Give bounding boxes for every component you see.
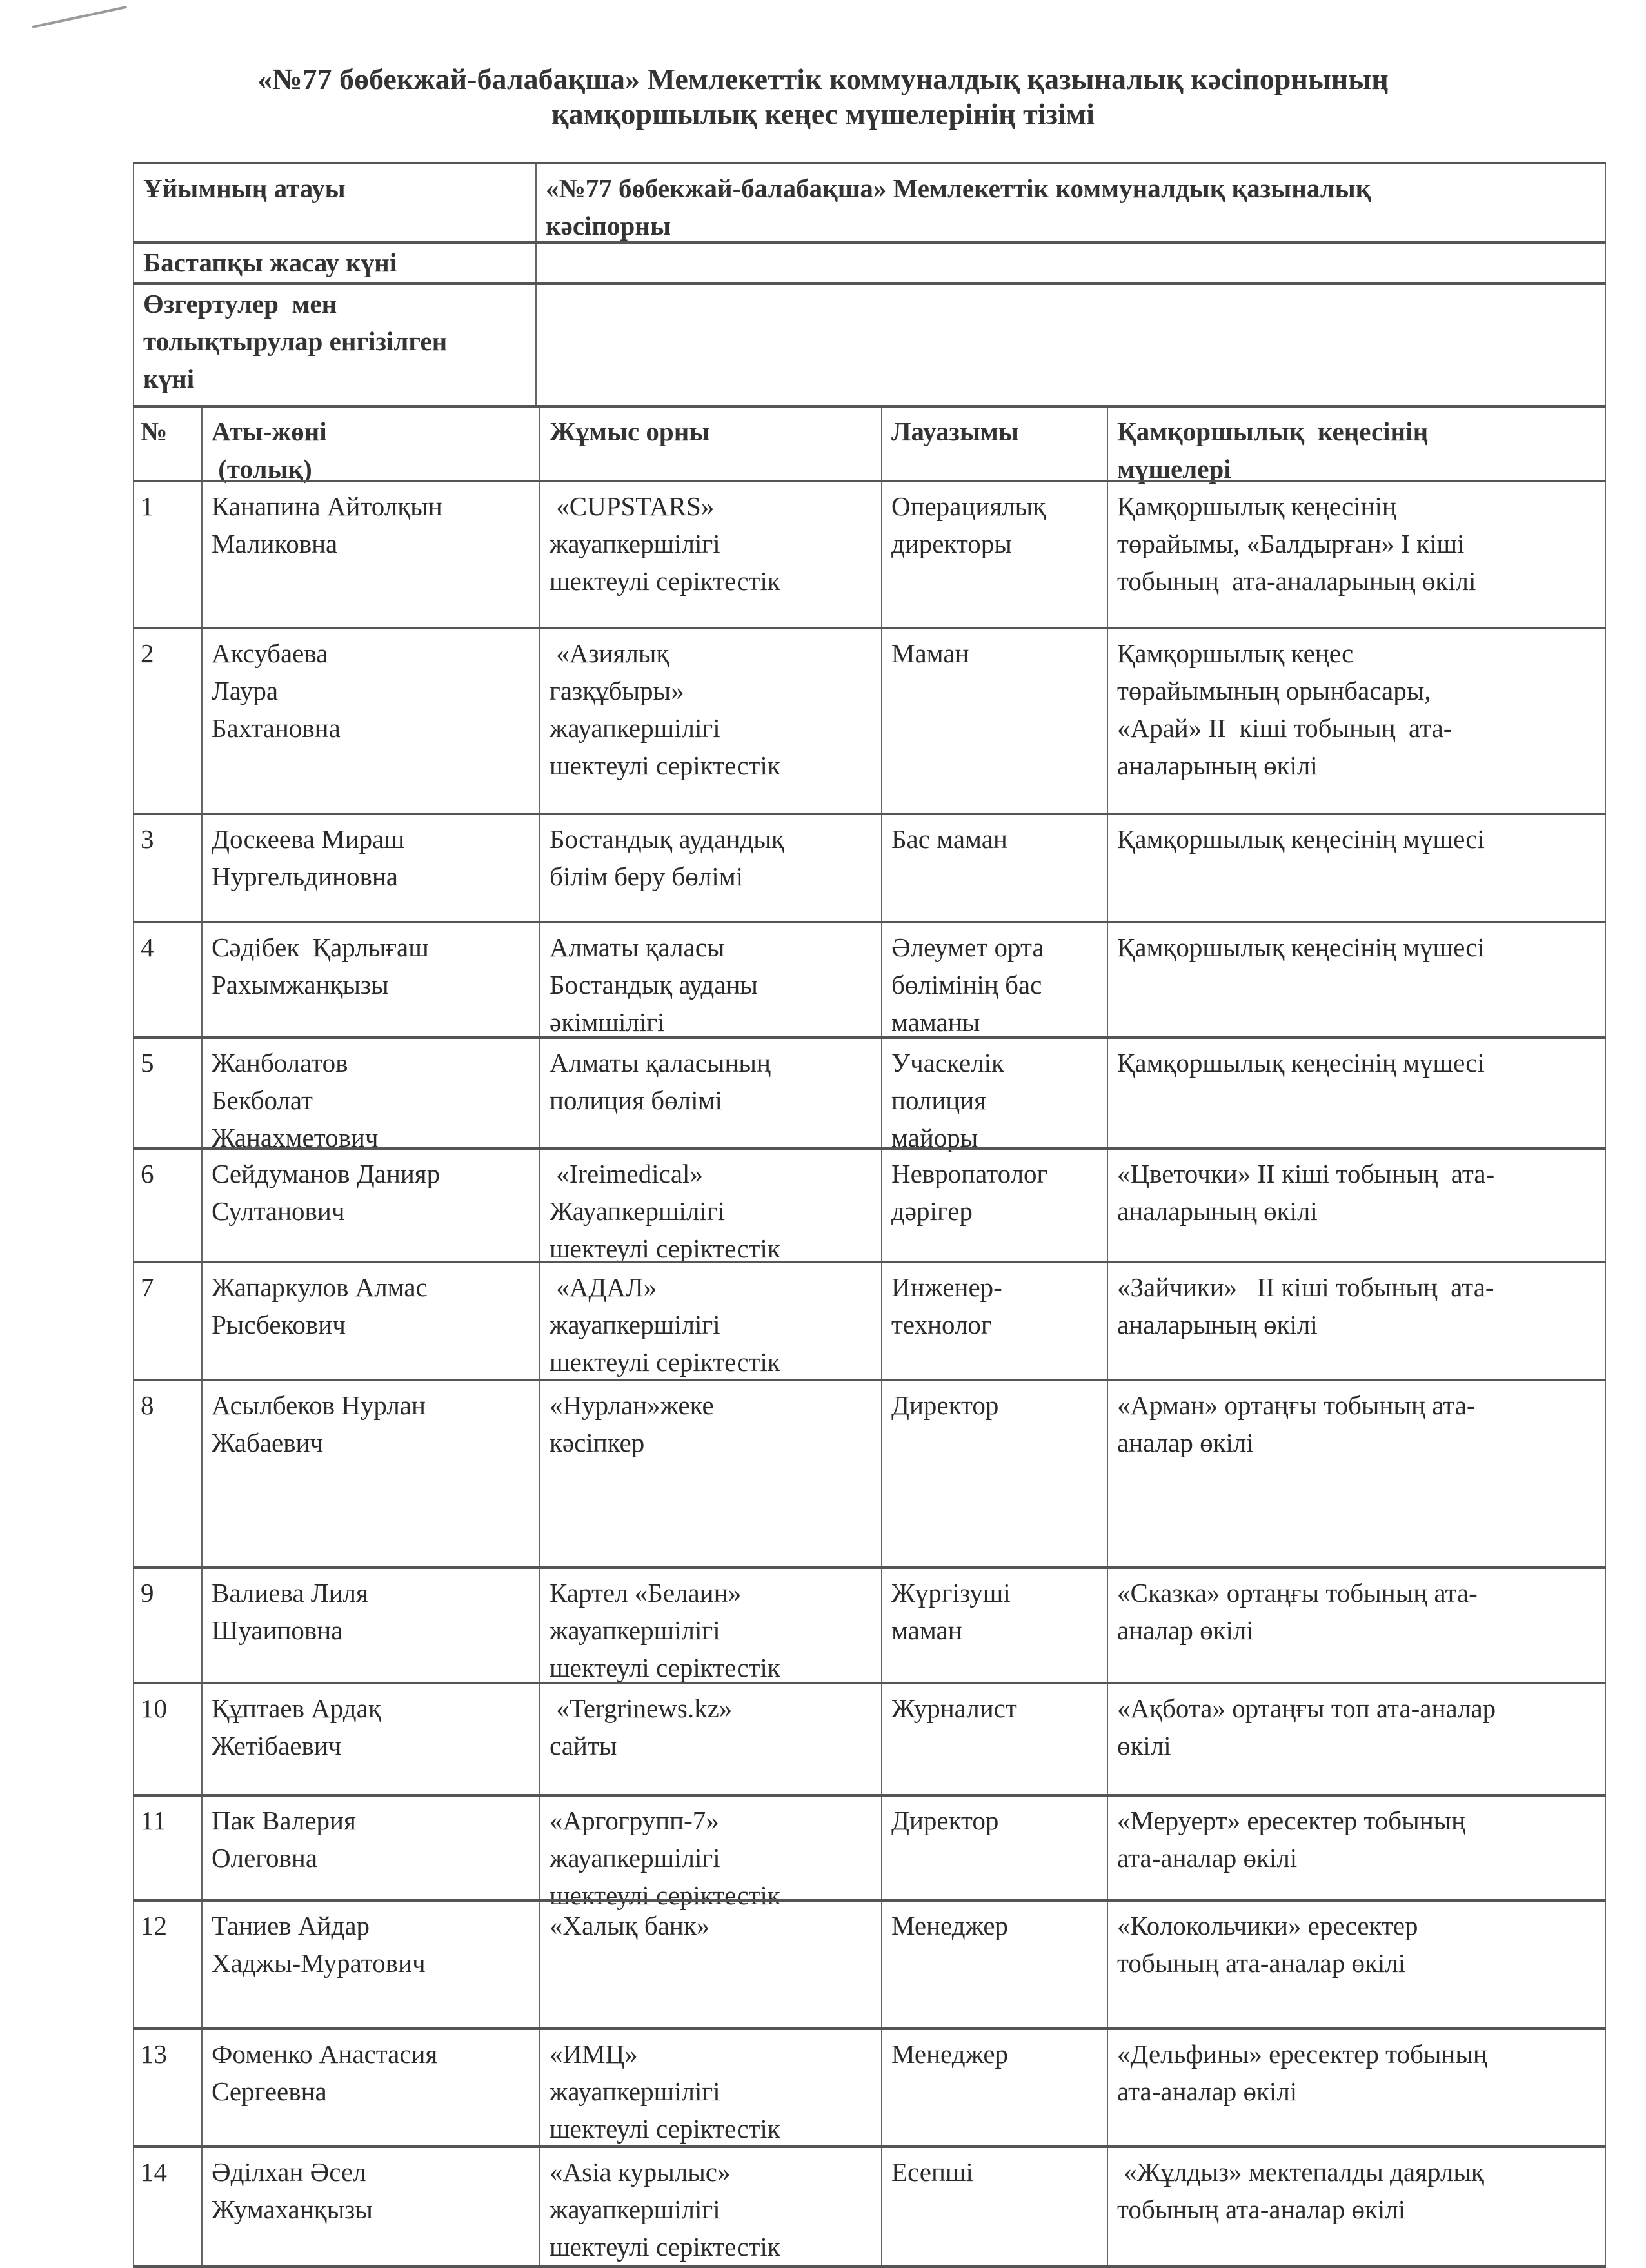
member-no-line: 3 bbox=[141, 824, 154, 854]
member-council-role-line: тобының ата-аналар өкілі bbox=[1117, 2194, 1406, 2224]
member-position-line: Бас маман bbox=[891, 824, 1007, 854]
member-workplace-line: жауапкершілігі bbox=[550, 1615, 720, 1645]
member-council-role-line: аналар өкілі bbox=[1117, 1428, 1254, 1457]
member-council-role-line: «Сказка» ортаңғы тобының ата- bbox=[1117, 1578, 1478, 1608]
member-no bbox=[133, 1381, 201, 1566]
member-no bbox=[133, 482, 201, 627]
changes-date-label-line: күні bbox=[143, 364, 195, 393]
org-name-value-line: «№77 бөбекжай-балабақша» Мемлекеттік коммуналдық қазыналық bbox=[546, 173, 1371, 203]
member-no-line: 5 bbox=[141, 1048, 154, 1078]
member-name-line: Жапаркулов Алмас bbox=[212, 1272, 428, 1302]
member-workplace-line: «Аргогрупп-7» bbox=[550, 1806, 719, 1835]
member-workplace bbox=[539, 1039, 881, 1147]
member-council-role-line: «Меруерт» ересектер тобының bbox=[1117, 1806, 1466, 1835]
member-council-role bbox=[1107, 2148, 1606, 2265]
member-council-role bbox=[1107, 1684, 1606, 1794]
member-workplace-line: кәсіпкер bbox=[550, 1428, 645, 1457]
member-workplace-line: шектеулі серіктестік bbox=[550, 566, 780, 596]
member-name-line: Нургельдиновна bbox=[212, 862, 398, 891]
member-workplace-line: шектеулі серіктестік bbox=[550, 1880, 780, 1910]
member-row bbox=[133, 1566, 1606, 1682]
member-council-role-line: Қамқоршылық кеңесінің мүшесі bbox=[1117, 824, 1485, 854]
member-position-line: маманы bbox=[891, 1007, 980, 1037]
member-workplace bbox=[539, 1150, 881, 1261]
member-no-line: 2 bbox=[141, 638, 154, 668]
member-position bbox=[881, 1150, 1107, 1261]
member-name bbox=[201, 629, 539, 813]
col-header-position: Лауазымы bbox=[881, 408, 1107, 480]
member-position-line: маман bbox=[891, 1615, 962, 1645]
member-workplace-line: шектеулі серіктестік bbox=[550, 1653, 780, 1682]
member-row bbox=[133, 921, 1606, 1036]
member-council-role bbox=[1107, 1381, 1606, 1566]
member-no bbox=[133, 629, 201, 813]
member-position bbox=[881, 1684, 1107, 1794]
scan-pen-mark bbox=[32, 6, 128, 28]
member-council-role bbox=[1107, 815, 1606, 921]
member-position bbox=[881, 1381, 1107, 1566]
member-name bbox=[201, 2148, 539, 2265]
member-no-line: 12 bbox=[141, 1911, 167, 1940]
member-position bbox=[881, 815, 1107, 921]
member-council-role-line: «Цветочки» ІІ кіші тобының ата- bbox=[1117, 1159, 1495, 1188]
member-workplace-line: шектеулі серіктестік bbox=[550, 2114, 780, 2144]
member-workplace bbox=[539, 923, 881, 1036]
member-workplace bbox=[539, 2030, 881, 2145]
changes-date-label bbox=[133, 285, 535, 405]
col-header-work: Жұмыс орны bbox=[539, 408, 881, 480]
member-workplace-line: Бостандық ауданы bbox=[550, 970, 758, 1000]
member-name-line: Аксубаева bbox=[212, 638, 328, 668]
member-name bbox=[201, 1150, 539, 1261]
member-position-line: бөлімінің бас bbox=[891, 970, 1042, 1000]
member-no-line: 8 bbox=[141, 1390, 154, 1420]
member-workplace-line: «ИМЦ» bbox=[550, 2039, 638, 2069]
member-workplace-line: «CUPSTARS» bbox=[550, 491, 715, 521]
member-no-line: 1 bbox=[141, 491, 154, 521]
member-workplace-line: жауапкершілігі bbox=[550, 1310, 720, 1339]
member-name-line: Сергеевна bbox=[212, 2076, 327, 2106]
member-position-line: технолог bbox=[891, 1310, 992, 1339]
member-workplace-line: жауапкершілігі bbox=[550, 2194, 720, 2224]
document-title-line1: «№77 бөбекжай-балабақша» Мемлекеттік коммуналдық қазыналық кәсіпорнының bbox=[257, 63, 1389, 95]
member-name bbox=[201, 1381, 539, 1566]
member-workplace-line: шектеулі серіктестік bbox=[550, 1234, 780, 1263]
member-row bbox=[133, 1147, 1606, 1261]
member-council-role-line: Қамқоршылық кеңесінің мүшесі bbox=[1117, 932, 1485, 962]
member-council-role bbox=[1107, 1263, 1606, 1379]
col-header-role bbox=[1107, 408, 1606, 484]
member-workplace-line: Картел «Белаин» bbox=[550, 1578, 742, 1608]
member-row bbox=[133, 1036, 1606, 1152]
member-rows bbox=[133, 480, 1606, 2268]
member-workplace-line: Алматы қаласының bbox=[550, 1048, 771, 1078]
member-no-line: 7 bbox=[141, 1272, 154, 1302]
member-position-line: Есепші bbox=[891, 2157, 973, 2187]
member-name bbox=[201, 1797, 539, 1899]
member-workplace bbox=[539, 815, 881, 921]
member-council-role-line: «Жұлдыз» мектепалды даярлық bbox=[1117, 2157, 1484, 2187]
member-council-role bbox=[1107, 923, 1606, 1036]
member-workplace-line: «Asia курылыс» bbox=[550, 2157, 731, 2187]
member-workplace-line: жауапкершілігі bbox=[550, 2076, 720, 2106]
document-title-line2: қамқоршылық кеңес мүшелерінің тізімі bbox=[551, 97, 1095, 130]
member-name-line: Құптаев Ардақ bbox=[212, 1693, 381, 1723]
member-row bbox=[133, 1261, 1606, 1379]
member-name-line: Бахтановна bbox=[212, 713, 341, 743]
member-name-line: Таниев Айдар bbox=[212, 1911, 370, 1940]
member-workplace-line: Бостандық аудандық bbox=[550, 824, 784, 854]
member-no-line: 11 bbox=[141, 1806, 166, 1835]
member-council-role bbox=[1107, 629, 1606, 813]
member-name bbox=[201, 482, 539, 627]
org-name-value-line: кәсіпорны bbox=[546, 211, 671, 241]
member-workplace-line: «Tergrinews.kz» bbox=[550, 1693, 733, 1723]
member-no-line: 14 bbox=[141, 2157, 167, 2187]
member-position-line: Директор bbox=[891, 1390, 999, 1420]
member-workplace-line: жауапкершілігі bbox=[550, 713, 720, 743]
changes-date-label-line: Өзгертулер мен bbox=[143, 289, 337, 319]
changes-date-value bbox=[535, 285, 1606, 405]
member-council-role-line: аналарының өкілі bbox=[1117, 1310, 1318, 1339]
member-row bbox=[133, 1899, 1606, 2027]
member-row bbox=[133, 1794, 1606, 1910]
member-name bbox=[201, 2030, 539, 2145]
member-name bbox=[201, 815, 539, 921]
member-no-line: 10 bbox=[141, 1693, 167, 1723]
member-name-line: Фоменко Анастасия bbox=[212, 2039, 438, 2069]
member-council-role-line: өкілі bbox=[1117, 1731, 1171, 1760]
member-position-line: Менеджер bbox=[891, 1911, 1009, 1940]
member-position-line: Әлеумет орта bbox=[891, 932, 1044, 962]
member-council-role-line: Қамқоршылық кеңесінің bbox=[1117, 491, 1396, 521]
member-name-line: Жанболатов bbox=[212, 1048, 348, 1078]
member-position-line: Маман bbox=[891, 638, 969, 668]
member-workplace-line: полиция бөлімі bbox=[550, 1085, 722, 1115]
member-name-line: Хаджы-Муратович bbox=[212, 1948, 426, 1978]
member-name-line: Асылбеков Нурлан bbox=[212, 1390, 426, 1420]
member-position-line: Менеджер bbox=[891, 2039, 1009, 2069]
member-council-role-line: ата-аналар өкілі bbox=[1117, 1843, 1298, 1873]
member-name-line: Жанахметович bbox=[212, 1123, 379, 1152]
col-header-no: № bbox=[133, 408, 201, 480]
member-workplace-line: Алматы қаласы bbox=[550, 932, 725, 962]
member-name-line: Доскеева Мираш bbox=[212, 824, 404, 854]
member-position-line: Операциялық bbox=[891, 491, 1046, 521]
member-no bbox=[133, 1684, 201, 1794]
org-name-value bbox=[535, 164, 1606, 241]
member-no-line: 6 bbox=[141, 1159, 154, 1188]
member-position-line: Инженер- bbox=[891, 1272, 1002, 1302]
member-name bbox=[201, 923, 539, 1036]
col-header-name-line: Аты-жөні bbox=[212, 417, 327, 446]
member-workplace-line: «Азиялық bbox=[550, 638, 669, 668]
member-council-role-line: «Ақбота» ортаңғы топ ата-аналар bbox=[1117, 1693, 1496, 1723]
member-name-line: Бекболат bbox=[212, 1085, 313, 1115]
member-council-role-line: аналар өкілі bbox=[1117, 1615, 1254, 1645]
member-workplace bbox=[539, 629, 881, 813]
member-council-role-line: аналарының өкілі bbox=[1117, 1196, 1318, 1226]
changes-date-row bbox=[133, 282, 1606, 405]
changes-date-label-line: толықтырулар енгізілген bbox=[143, 326, 448, 356]
member-no bbox=[133, 1263, 201, 1379]
member-name-line: Султанович bbox=[212, 1196, 345, 1226]
member-council-role bbox=[1107, 482, 1606, 627]
member-row bbox=[133, 1682, 1606, 1794]
member-no bbox=[133, 1569, 201, 1682]
member-name-line: Олеговна bbox=[212, 1843, 318, 1873]
org-name-label: Ұйымның атауы bbox=[133, 164, 535, 241]
member-no bbox=[133, 815, 201, 921]
member-workplace-line: білім беру бөлімі bbox=[550, 862, 744, 891]
member-position bbox=[881, 1263, 1107, 1379]
members-table bbox=[133, 162, 1606, 2268]
member-position bbox=[881, 1902, 1107, 2027]
col-header-name-line: (толық) bbox=[212, 454, 312, 484]
member-name-line: Рахымжанқызы bbox=[212, 970, 389, 1000]
member-workplace bbox=[539, 1902, 881, 2027]
member-no bbox=[133, 1902, 201, 2027]
member-name bbox=[201, 1684, 539, 1794]
member-name-line: Валиева Лиля bbox=[212, 1578, 368, 1608]
col-header-role-line: Қамқоршылық кеңесінің bbox=[1117, 417, 1429, 446]
member-name-line: Жумаханқызы bbox=[212, 2194, 373, 2224]
member-no bbox=[133, 1797, 201, 1899]
member-council-role bbox=[1107, 1569, 1606, 1682]
member-council-role-line: аналарының өкілі bbox=[1117, 751, 1318, 780]
member-council-role bbox=[1107, 1902, 1606, 2027]
created-date-value bbox=[535, 244, 1606, 282]
member-workplace-line: шектеулі серіктестік bbox=[550, 751, 780, 780]
member-workplace bbox=[539, 1569, 881, 1682]
member-workplace-line: Жауапкершілігі bbox=[550, 1196, 726, 1226]
member-workplace-line: жауапкершілігі bbox=[550, 1843, 720, 1873]
created-date-row bbox=[133, 241, 1606, 282]
member-name bbox=[201, 1569, 539, 1682]
member-council-role-line: «Колокольчики» ересектер bbox=[1117, 1911, 1418, 1940]
member-council-role-line: ата-аналар өкілі bbox=[1117, 2076, 1298, 2106]
member-workplace bbox=[539, 1381, 881, 1566]
member-row bbox=[133, 813, 1606, 921]
member-workplace bbox=[539, 1263, 881, 1379]
member-council-role bbox=[1107, 1150, 1606, 1261]
member-name-line: Канапина Айтолқын bbox=[212, 491, 442, 521]
member-council-role bbox=[1107, 1039, 1606, 1147]
member-council-role-line: төрайымы, «Балдырған» І кіші bbox=[1117, 529, 1465, 558]
member-workplace-line: «Халық банк» bbox=[550, 1911, 710, 1940]
member-council-role bbox=[1107, 2030, 1606, 2145]
member-name-line: Сейдуманов Данияр bbox=[212, 1159, 441, 1188]
member-council-role bbox=[1107, 1797, 1606, 1899]
member-no-line: 9 bbox=[141, 1578, 154, 1608]
member-position-line: Жүргізуші bbox=[891, 1578, 1011, 1608]
member-row bbox=[133, 2027, 1606, 2145]
member-council-role-line: тобының ата-аналар өкілі bbox=[1117, 1948, 1406, 1978]
member-workplace-line: «Ireimedical» bbox=[550, 1159, 703, 1188]
member-council-role-line: Қамқоршылық кеңес bbox=[1117, 638, 1354, 668]
member-position-line: Директор bbox=[891, 1806, 999, 1835]
member-row bbox=[133, 480, 1606, 627]
member-position-line: полиция bbox=[891, 1085, 987, 1115]
member-position bbox=[881, 482, 1107, 627]
member-no-line: 13 bbox=[141, 2039, 167, 2069]
member-workplace-line: сайты bbox=[550, 1731, 617, 1760]
created-date-label: Бастапқы жасау күні bbox=[133, 244, 535, 282]
member-workplace-line: «АДАЛ» bbox=[550, 1272, 657, 1302]
member-workplace-line: шектеулі серіктестік bbox=[550, 1347, 780, 1377]
member-position-line: Невропатолог bbox=[891, 1159, 1048, 1188]
member-position-line: Журналист bbox=[891, 1693, 1017, 1723]
member-council-role-line: «Зайчики» ІІ кіші тобының ата- bbox=[1117, 1272, 1494, 1302]
member-row bbox=[133, 1379, 1606, 1566]
member-council-role-line: «Арай» ІІ кіші тобының ата- bbox=[1117, 713, 1453, 743]
member-name bbox=[201, 1039, 539, 1152]
member-position bbox=[881, 1797, 1107, 1899]
member-no bbox=[133, 1039, 201, 1147]
member-name bbox=[201, 1263, 539, 1379]
member-name-line: Жетібаевич bbox=[212, 1731, 342, 1760]
member-name-line: Жабаевич bbox=[212, 1428, 324, 1457]
member-workplace-line: газқұбыры» bbox=[550, 676, 684, 705]
member-workplace-line: әкімшілігі bbox=[550, 1007, 665, 1037]
member-council-role-line: төрайымының орынбасары, bbox=[1117, 676, 1431, 705]
member-no bbox=[133, 1150, 201, 1261]
member-workplace bbox=[539, 482, 881, 627]
member-workplace bbox=[539, 2148, 881, 2265]
member-name-line: Шуаиповна bbox=[212, 1615, 343, 1645]
member-name-line: Лаура bbox=[212, 676, 279, 705]
member-workplace-line: «Нурлан»жеке bbox=[550, 1390, 714, 1420]
member-council-role-line: «Арман» ортаңғы тобының ата- bbox=[1117, 1390, 1476, 1420]
member-position bbox=[881, 629, 1107, 813]
member-position-line: директоры bbox=[891, 529, 1012, 558]
column-header-row bbox=[133, 405, 1606, 484]
member-workplace-line: шектеулі серіктестік bbox=[550, 2232, 780, 2262]
member-name-line: Маликовна bbox=[212, 529, 338, 558]
member-name-line: Әділхан Әсел bbox=[212, 2157, 366, 2187]
member-position bbox=[881, 923, 1107, 1036]
member-council-role-line: тобының ата-аналарының өкілі bbox=[1117, 566, 1476, 596]
member-name-line: Пак Валерия bbox=[212, 1806, 356, 1835]
member-row bbox=[133, 627, 1606, 813]
member-no bbox=[133, 2030, 201, 2145]
col-header-role-line: мүшелері bbox=[1117, 454, 1231, 484]
member-position bbox=[881, 1569, 1107, 1682]
member-no bbox=[133, 923, 201, 1036]
member-position bbox=[881, 2148, 1107, 2265]
member-workplace-line: жауапкершілігі bbox=[550, 529, 720, 558]
member-row bbox=[133, 2145, 1606, 2268]
member-council-role-line: «Дельфины» ересектер тобының bbox=[1117, 2039, 1487, 2069]
org-name-row bbox=[133, 162, 1606, 241]
member-position bbox=[881, 2030, 1107, 2145]
member-no bbox=[133, 2148, 201, 2265]
member-name-line: Рысбекович bbox=[212, 1310, 346, 1339]
col-header-name bbox=[201, 408, 539, 484]
member-position bbox=[881, 1039, 1107, 1152]
member-position-line: Учаскелік bbox=[891, 1048, 1004, 1078]
member-workplace bbox=[539, 1684, 881, 1794]
member-position-line: дәрігер bbox=[891, 1196, 973, 1226]
member-name-line: Сәдібек Қарлығаш bbox=[212, 932, 429, 962]
member-workplace bbox=[539, 1797, 881, 1910]
member-name bbox=[201, 1902, 539, 2027]
member-position-line: майоры bbox=[891, 1123, 978, 1152]
member-no-line: 4 bbox=[141, 932, 154, 962]
member-council-role-line: Қамқоршылық кеңесінің мүшесі bbox=[1117, 1048, 1485, 1078]
